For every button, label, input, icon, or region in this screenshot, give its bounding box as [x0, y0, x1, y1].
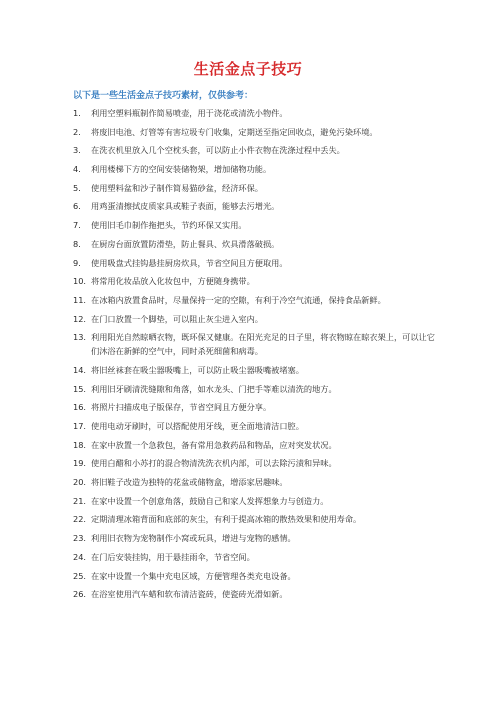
list-item	[73, 293, 438, 307]
list-item-number: 22.	[73, 514, 87, 525]
list-item-number: 25.	[73, 570, 87, 581]
list-item-text: 利用旧衣物为宠物制作小窝或玩具，增进与宠物的感情。	[91, 533, 296, 544]
list-item-text: 使用吸盘式挂钩悬挂厨房炊具，节省空间且方便取用。	[91, 257, 288, 268]
list-item-number: 2.	[73, 126, 81, 137]
list-item-number: 9.	[73, 257, 81, 268]
list-item-text: 定期清理冰箱背面和底部的灰尘，有利于提高冰箱的散热效果和使用寿命。	[91, 514, 362, 525]
list-item	[73, 218, 438, 232]
list-item-number: 23.	[73, 533, 87, 544]
list-item-number: 16.	[73, 402, 87, 413]
list-item-text: 利用旧牙刷清洗缝隙和角落，如水龙头、门把手等难以清洗的地方。	[91, 383, 337, 394]
list-item-number: 3.	[73, 145, 81, 156]
list-item-number: 5.	[73, 182, 81, 193]
list-item	[73, 438, 438, 452]
list-item-text: 在门后安装挂钩，用于悬挂雨伞，节省空间。	[91, 551, 255, 562]
list-item	[73, 125, 438, 139]
list-item-number: 17.	[73, 421, 87, 431]
list-item-number: 12.	[73, 313, 87, 324]
list-item	[73, 569, 438, 583]
list-item	[73, 475, 438, 489]
list-item-number: 6.	[73, 201, 81, 212]
list-item-number: 20.	[73, 477, 87, 488]
list-item-text: 利用阳光自然晾晒衣物，既环保又健康。在阳光充足的日子里，将衣物晾在晾衣架上，可以让它们沐浴在新鲜的空气中，同时杀死细菌和病毒。	[91, 332, 435, 357]
list-item-number: 21.	[73, 495, 87, 506]
list-item-number: 1.	[73, 108, 81, 118]
list-item-number: 15.	[73, 383, 87, 394]
list-item	[73, 587, 438, 601]
list-item	[73, 330, 438, 358]
list-item	[73, 363, 438, 377]
list-item-text: 使用电动牙刷时，可以搭配使用牙线，更全面地清洁口腔。	[91, 421, 304, 431]
tips-list	[73, 106, 438, 606]
list-item-number: 10.	[73, 276, 87, 287]
list-item-number: 18.	[73, 439, 87, 450]
list-item	[73, 106, 438, 120]
list-item-text: 在家中设置一个集中充电区域，方便管理各类充电设备。	[91, 570, 296, 581]
list-item-text: 在厨房台面放置防滑垫，防止餐具、炊具滑落破损。	[91, 238, 280, 249]
list-item	[73, 400, 438, 414]
list-item-text: 在家中放置一个急救包，备有常用急救药品和物品，应对突发状况。	[91, 439, 337, 450]
intro-text: 以下是一些生活金点子技巧素材，仅供参考：	[73, 91, 254, 101]
list-item-text: 在浴室使用汽车蜡和软布清洁瓷砖，使瓷砖光滑如新。	[91, 589, 288, 600]
list-item	[73, 274, 438, 288]
list-item	[73, 456, 438, 470]
list-item-number: 7.	[73, 220, 81, 231]
list-item	[73, 312, 438, 326]
list-item	[73, 419, 438, 433]
list-item-text: 将旧鞋子改造为独特的花盆或储物盒，增添家居趣味。	[91, 477, 288, 488]
list-item	[73, 550, 438, 564]
list-item-number: 13.	[73, 332, 87, 343]
list-item-text: 将照片扫描成电子版保存，节省空间且方便分享。	[91, 402, 272, 413]
list-item-text: 在冰箱内放置食品时，尽量保持一定的空隙，有利于冷空气流通，保持食品新鲜。	[91, 294, 386, 305]
list-item	[73, 199, 438, 213]
list-item	[73, 162, 438, 176]
list-item-number: 11.	[73, 294, 87, 305]
list-item-number: 19.	[73, 458, 87, 469]
list-item	[73, 181, 438, 195]
list-item	[73, 382, 438, 396]
list-item-number: 8.	[73, 238, 81, 249]
list-item-text: 将旧丝袜套在吸尘器吸嘴上，可以防止吸尘器吸嘴被堵塞。	[91, 364, 304, 375]
list-item	[73, 531, 438, 545]
list-item	[73, 494, 438, 508]
list-item-number: 14.	[73, 364, 87, 375]
page-title: 生活金点子技巧	[193, 60, 303, 78]
list-item-text: 利用空塑料瓶制作简易喷壶，用于浇花或清洗小物件。	[91, 108, 288, 118]
list-item-text: 使用塑料盆和沙子制作简易猫砂盆，经济环保。	[91, 182, 263, 193]
list-item-text: 将常用化妆品放入化妆包中，方便随身携带。	[91, 276, 255, 287]
list-item-text: 利用楼梯下方的空间安装储物架，增加储物功能。	[91, 164, 272, 175]
list-item-text: 在洗衣机里放入几个空枕头套，可以防止小件衣物在洗涤过程中丢失。	[91, 145, 345, 156]
list-item-text: 在门口放置一个脚垫，可以阻止灰尘进入室内。	[91, 313, 263, 324]
list-item	[73, 143, 438, 157]
list-item-text: 使用旧毛巾制作拖把头，节约环保又实用。	[91, 220, 247, 231]
list-item-number: 24.	[73, 551, 87, 562]
list-item-text: 将废旧电池、灯管等有害垃圾专门收集，定期送至指定回收点，避免污染环境。	[91, 126, 378, 137]
list-item-text: 使用白醋和小苏打的混合物清洗洗衣机内部，可以去除污渍和异味。	[91, 458, 337, 469]
list-item-number: 26.	[73, 589, 87, 600]
list-item	[73, 512, 438, 526]
list-item	[73, 256, 438, 270]
list-item-number: 4.	[73, 164, 81, 175]
list-item-text: 用鸡蛋清擦拭皮质家具或鞋子表面，能够去污增光。	[91, 201, 280, 212]
list-item	[73, 237, 438, 251]
list-item-text: 在家中设置一个创意角落，鼓励自己和家人发挥想象力与创造力。	[91, 495, 329, 506]
